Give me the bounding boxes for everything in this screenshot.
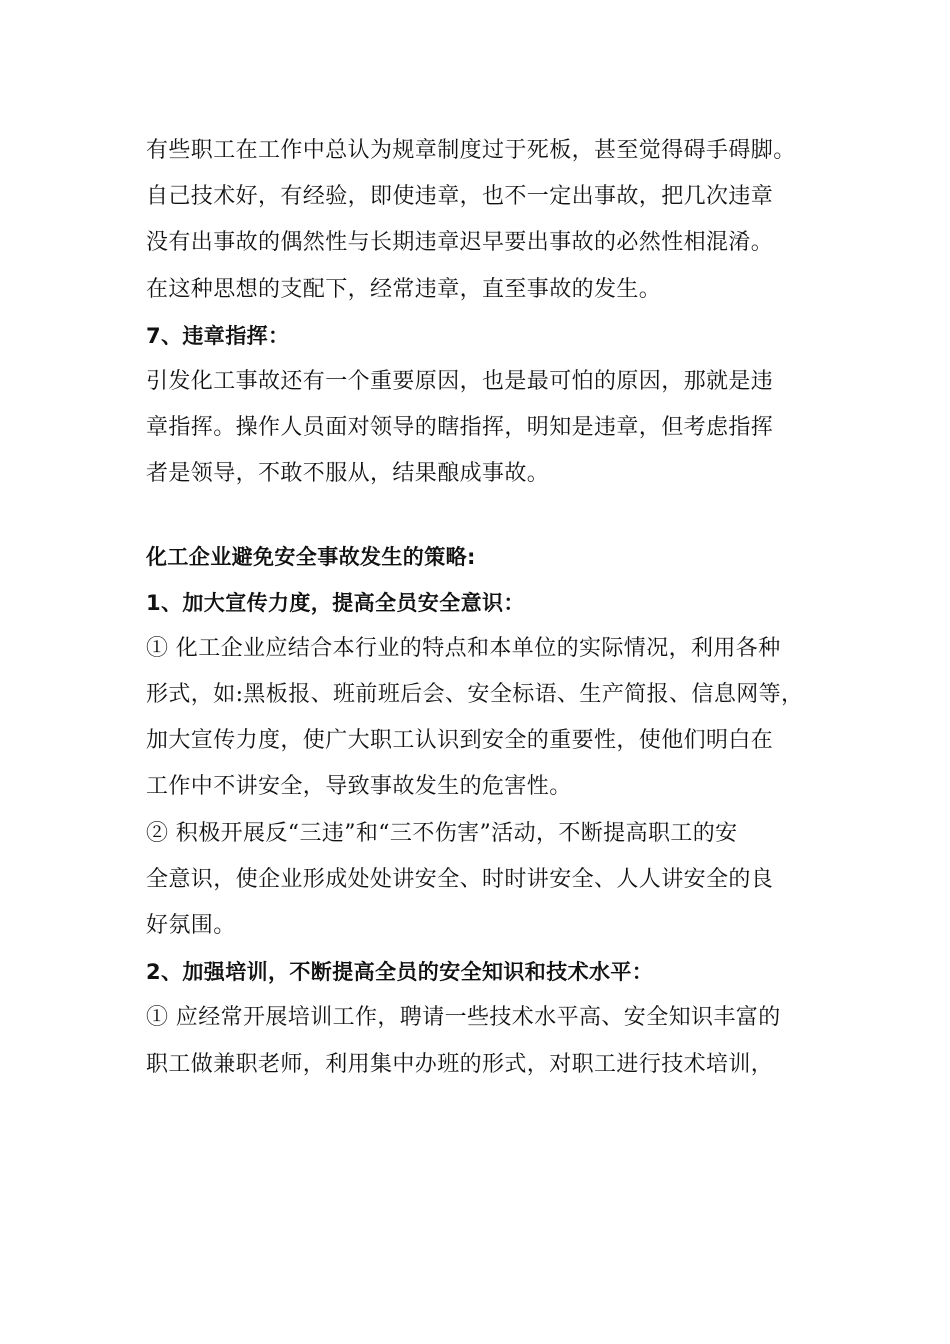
section-title: 化工企业避免安全事故发生的策略: — [146, 544, 476, 569]
paragraph-line: 全意识，使企业形成处处讲安全、时时讲安全、人人讲安全的良 — [146, 866, 774, 892]
paragraph-line: 在这种思想的支配下，经常违章，直至事故的发生。 — [146, 276, 662, 302]
paragraph-line: 自己技术好，有经验，即使违章，也不一定出事故，把几次违章 — [146, 184, 774, 210]
paragraph-line: 好氛围。 — [146, 913, 236, 938]
heading-item-7: 7、违章指挥： — [146, 323, 290, 348]
paragraph-line: 引发化工事故还有一个重要原因，也是最可怕的原因，那就是违 — [146, 368, 774, 394]
paragraph-line: ① 应经常开展培训工作，聘请一些技术水平高、安全知识丰富的 — [146, 1005, 781, 1031]
paragraph-line: ① 化工企业应结合本行业的特点和本单位的实际情况，利用各种 — [146, 635, 781, 661]
heading-item-1: 1、加大宣传力度，提高全员安全意识： — [146, 590, 525, 615]
paragraph-line: 没有出事故的偶然性与长期违章迟早要出事故的必然性相混淆。 — [146, 230, 774, 256]
paragraph-line: 形式，如:黑板报、班前班后会、安全标语、生产简报、信息网等， — [146, 682, 804, 708]
paragraph-line: 工作中不讲安全，导致事故发生的危害性。 — [146, 774, 572, 800]
paragraph-line: 加大宣传力度，使广大职工认识到安全的重要性，使他们明白在 — [146, 728, 774, 754]
paragraph-line: 章指挥。操作人员面对领导的瞎指挥，明知是违章，但考虑指挥 — [146, 415, 774, 441]
heading-item-2: 2、加强培训，不断提高全员的安全知识和技术水平： — [146, 960, 654, 985]
paragraph-line: 有些职工在工作中总认为规章制度过于死板，甚至觉得碍手碍脚。 — [146, 138, 796, 163]
paragraph-line: 者是领导，不敢不服从，结果酿成事故。 — [146, 461, 550, 487]
paragraph-line: ② 积极开展反“三违”和“三不伤害”活动，不断提高职工的安 — [146, 820, 738, 846]
document-body — [146, 128, 826, 1088]
section-gap — [146, 498, 826, 534]
paragraph-line: 职工做兼职老师，利用集中办班的形式，对职工进行技术培训， — [146, 1051, 774, 1077]
